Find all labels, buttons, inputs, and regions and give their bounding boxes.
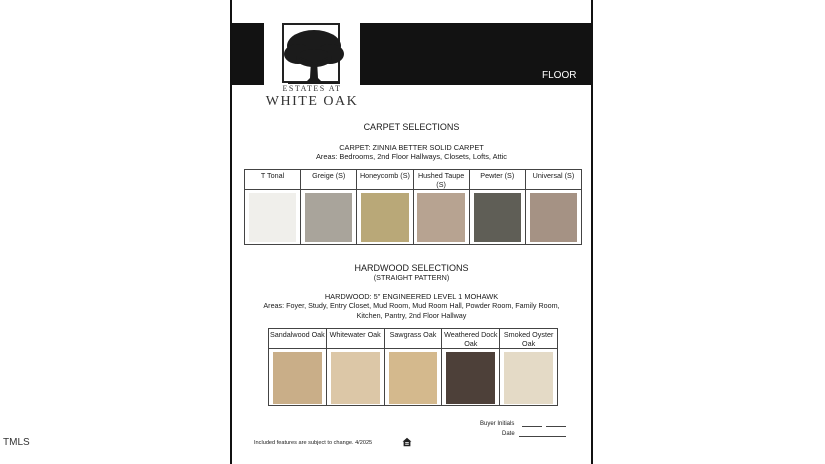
carpet-title: CARPET SELECTIONS [363,122,460,132]
carpet-areas: Areas: Bedrooms, 2nd Floor Hallways, Closets, Lofts, Attic [315,152,507,161]
disclaimer-notice: Included features are subject to change. 4/2025 [254,440,373,446]
hardwood-pattern: (STRAIGHT PATTERN) [373,273,450,282]
hardwood-title: HARDWOOD SELECTIONS [354,263,469,273]
equal-housing-icon [402,437,412,447]
swatch-name: T Tonal [245,170,300,190]
swatch-sample [446,352,495,404]
swatch-sample [305,193,352,242]
swatch-name: Hushed Taupe (S) [414,170,469,190]
swatch-column [500,329,557,405]
date-line [519,436,566,437]
initials-line-2 [546,426,566,427]
swatch-name: Pewter (S) [470,170,525,190]
swatch-column [442,329,500,405]
swatch-name: Whitewater Oak [327,329,384,349]
swatch-name: Universal (S) [526,170,581,190]
swatch-column [385,329,443,405]
hardwood-subtitle: HARDWOOD: 5" ENGINEERED LEVEL 1 MOHAWK [324,292,499,301]
swatch-name: Weathered Dock Oak [444,330,498,348]
date-label: Date [502,431,515,437]
swatch-name: Greige (S) [301,170,356,190]
swatch-sample [417,193,464,242]
swatch-column [245,170,301,244]
swatch-name: Sandalwood Oak [269,329,326,349]
floor-selections-page [230,0,593,464]
carpet-swatch-table [244,169,582,245]
buyer-initials-label: Buyer Initials [480,421,515,427]
section-title: FLOOR [542,70,577,81]
swatch-column [327,329,385,405]
swatch-sample [474,193,521,242]
carpet-subtitle: CARPET: ZINNIA BETTER SOLID CARPET [339,143,484,152]
swatch-sample [361,193,408,242]
swatch-sample [530,193,577,242]
swatch-sample [389,352,438,404]
swatch-sample [331,352,380,404]
swatch-name: Smoked Oyster Oak [500,329,557,349]
brand-line1: ESTATES AT [282,84,342,93]
swatch-column [470,170,526,244]
tmls-watermark: TMLS [3,437,30,448]
swatch-name: Sawgrass Oak [385,329,442,349]
swatch-column [269,329,327,405]
swatch-column [301,170,357,244]
swatch-column [526,170,581,244]
swatch-sample [249,193,296,242]
swatch-sample [273,352,322,404]
swatch-sample [504,352,553,404]
brand-logo [264,5,360,113]
oak-tree-icon [282,26,346,88]
initials-line-1 [522,426,542,427]
swatch-name: Honeycomb (S) [357,170,412,190]
brand-line2: WHITE OAK [265,94,359,109]
swatch-column [357,170,413,244]
swatch-column [414,170,470,244]
hardwood-areas: Areas: Foyer, Study, Entry Closet, Mud Room, Mud Room Hall, Powder Room, Family Room, Kitchen, Pantry, 2nd Floor Hallway [263,301,560,320]
hardwood-swatch-table [268,328,558,406]
